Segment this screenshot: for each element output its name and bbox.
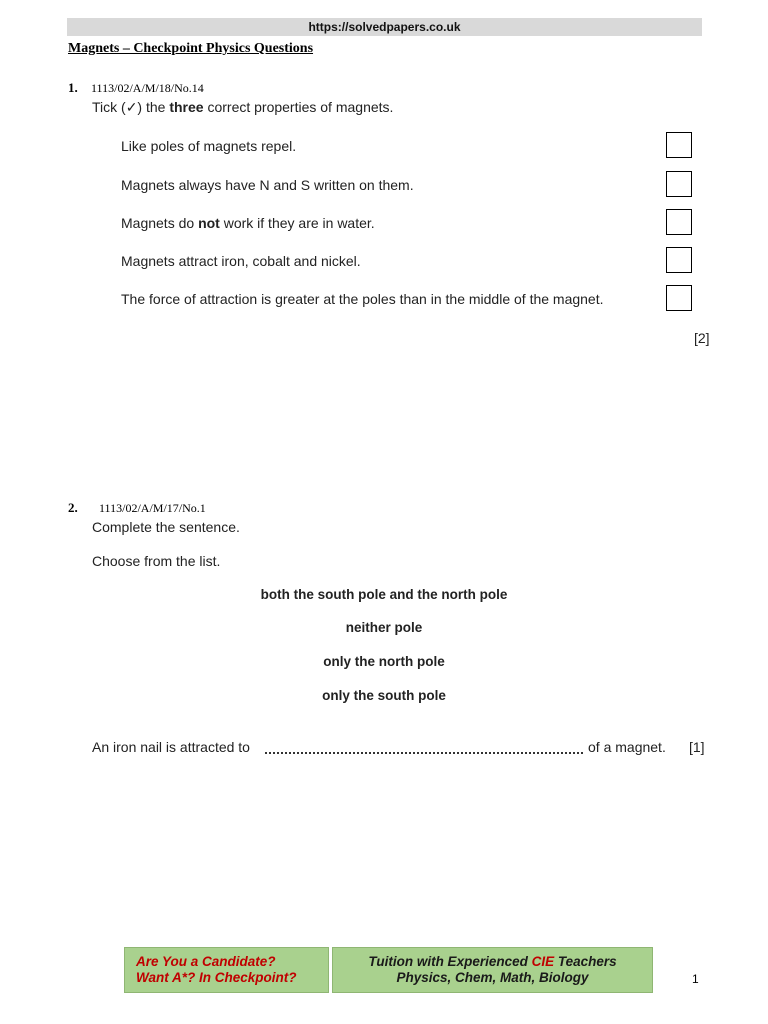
promo-right-line-1 [333, 954, 652, 970]
checkbox-option-5[interactable] [666, 285, 692, 311]
choice-only-north-pole: only the north pole [323, 654, 445, 669]
page-number: 1 [692, 972, 699, 986]
option-force-greater-at-poles: The force of attraction is greater at the poles than in the middle of the magnet. [121, 291, 604, 307]
option-like-poles-repel: Like poles of magnets repel. [121, 138, 297, 154]
checkbox-option-1[interactable] [666, 132, 692, 158]
promo-right-line-2: Physics, Chem, Math, Biology [396, 970, 589, 985]
option-3-text-bold: not [198, 215, 220, 231]
promo-banner-left[interactable] [124, 947, 329, 993]
sentence-start: An iron nail is attracted to [92, 739, 250, 755]
option-3-text-post: work if they are in water. [219, 215, 375, 231]
checkbox-option-3[interactable] [666, 209, 692, 235]
choice-neither-pole: neither pole [345, 620, 423, 635]
question-2-number: 2. [68, 500, 78, 515]
option-attract-iron-cobalt-nickel: Magnets attract iron, cobalt and nickel. [121, 253, 361, 269]
source-url[interactable]: https://solvedpapers.co.uk [67, 18, 702, 36]
instruction-text-post: correct properties of magnets. [203, 99, 394, 115]
instruction-text-pre: Tick (✓) the [92, 99, 170, 115]
option-not-work-in-water [121, 215, 375, 231]
sentence-end: of a magnet. [588, 739, 666, 755]
checkbox-option-4[interactable] [666, 247, 692, 273]
choice-both-poles: both the south pole and the north pole [260, 587, 508, 602]
promo-right-text-post: Teachers [554, 954, 617, 969]
instruction-text-bold: three [169, 99, 204, 115]
question-2-reference: 1113/02/A/M/17/No.1 [99, 501, 206, 515]
checkbox-option-2[interactable] [666, 171, 692, 197]
promo-banner-right[interactable] [332, 947, 653, 993]
question-1-reference: 1113/02/A/M/18/No.14 [91, 81, 204, 95]
promo-right-text-red: CIE [531, 954, 555, 969]
promo-left-line-2: Want A*? In Checkpoint? [136, 970, 297, 985]
document-title: Magnets – Checkpoint Physics Questions [68, 41, 314, 56]
promo-left-line-1: Are You a Candidate? [136, 954, 276, 969]
choice-only-south-pole: only the south pole [322, 688, 446, 703]
option-n-s-written: Magnets always have N and S written on them. [121, 177, 414, 193]
question-2-line-1: Complete the sentence. [92, 519, 240, 535]
question-1-marks: [2] [694, 330, 710, 346]
option-3-text-pre: Magnets do [121, 215, 199, 231]
question-1-instruction [92, 99, 393, 116]
question-1-number: 1. [68, 80, 78, 95]
question-2-marks: [1] [689, 739, 705, 755]
answer-blank-line[interactable] [265, 752, 583, 754]
question-2-line-2: Choose from the list. [92, 553, 221, 569]
promo-right-text-pre: Tuition with Experienced [368, 954, 532, 969]
